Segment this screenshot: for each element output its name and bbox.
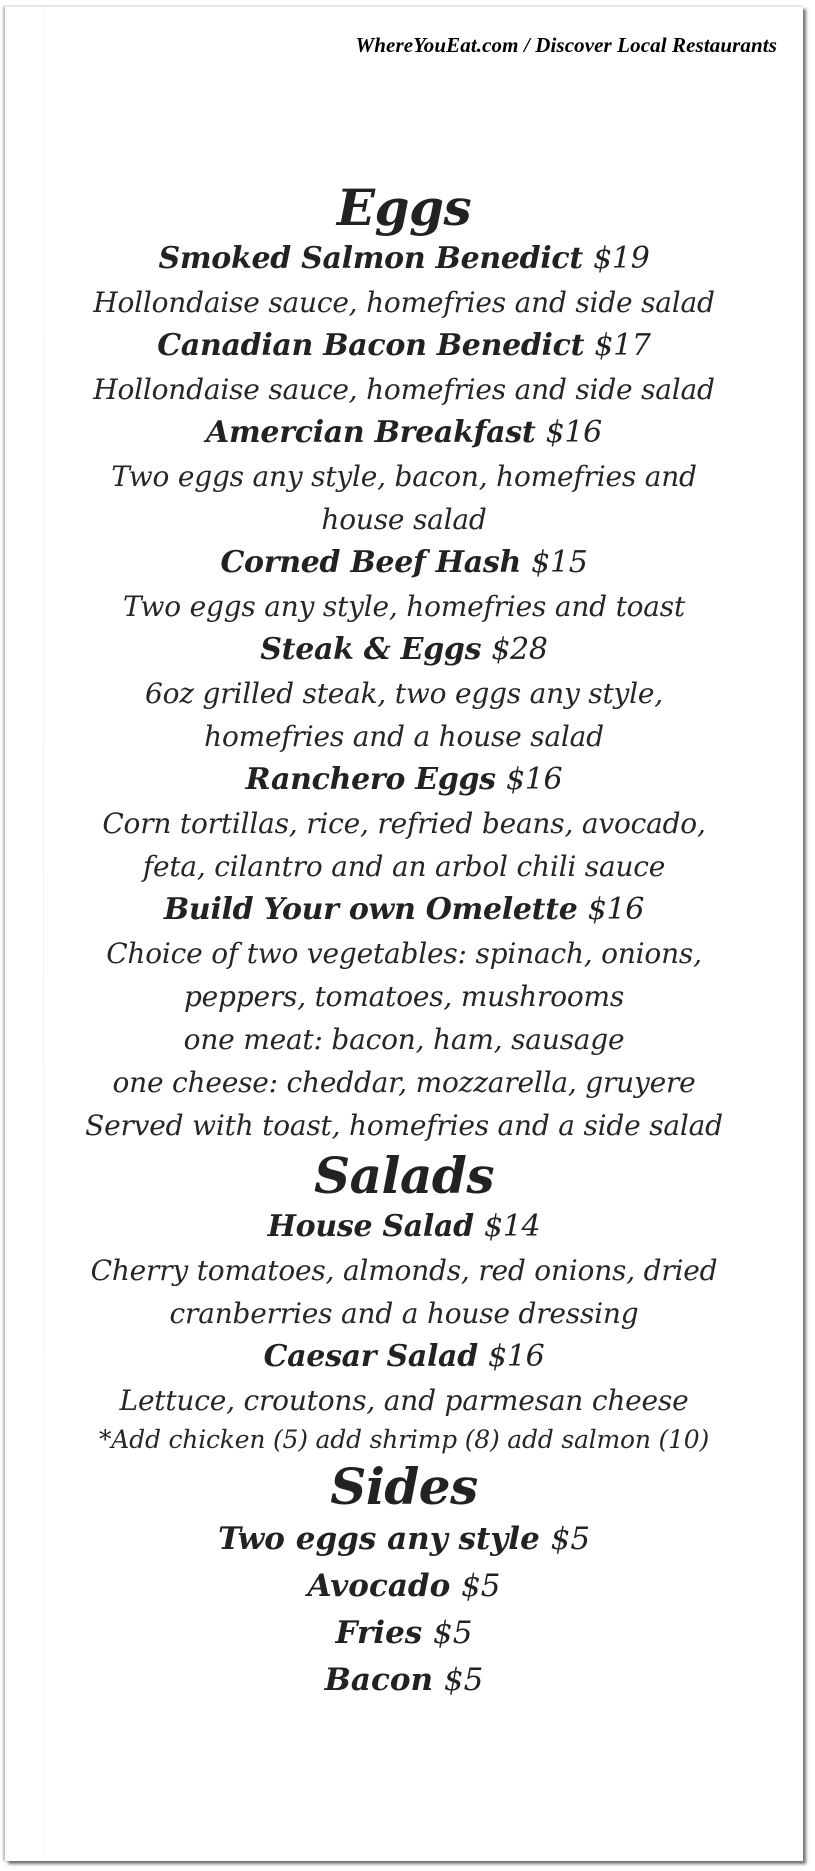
item-name: Steak & Eggs	[260, 632, 482, 667]
item-name: Amercian Breakfast	[206, 415, 536, 450]
item-description: Two eggs any style, homefries and toast	[122, 590, 686, 623]
menu-item	[5, 1205, 803, 1335]
item-name-line	[5, 1335, 803, 1379]
item-name-line	[5, 888, 803, 932]
item-description: one cheese: cheddar, mozzarella, gruyere	[112, 1066, 696, 1099]
item-price: $5	[550, 1521, 591, 1557]
item-description: 6oz grilled steak, two eggs any style,	[145, 677, 663, 710]
item-name-line	[5, 324, 803, 368]
item-price: $16	[488, 1339, 545, 1374]
item-name: Avocado	[307, 1568, 451, 1604]
item-name: Smoked Salmon Benedict	[158, 241, 583, 276]
side-item	[5, 1516, 803, 1563]
menu-page	[5, 6, 803, 1861]
item-price: $19	[593, 241, 650, 276]
item-price: $16	[545, 415, 602, 450]
menu-item	[5, 237, 803, 324]
item-name-line	[5, 411, 803, 455]
item-name: Ranchero Eggs	[245, 762, 496, 797]
item-description: house salad	[321, 503, 487, 536]
item-name: Corned Beef Hash	[220, 545, 522, 580]
item-name: Two eggs any style	[217, 1521, 540, 1557]
item-name-line	[5, 237, 803, 281]
item-price: $16	[587, 892, 645, 927]
item-addons-note: *Add chicken (5) add shrimp (8) add salmon (10)	[98, 1425, 710, 1454]
item-description: Cherry tomatoes, almonds, red onions, dried	[90, 1254, 718, 1287]
item-price: $15	[531, 545, 588, 580]
item-description: Corn tortillas, rice, refried beans, avocado,	[102, 807, 706, 840]
menu-item	[5, 1335, 803, 1458]
item-price: $5	[433, 1615, 473, 1651]
side-item	[5, 1563, 803, 1610]
item-price: $17	[594, 328, 651, 363]
menu-item	[5, 888, 803, 1147]
item-description: Lettuce, croutons, and parmesan cheese	[119, 1384, 689, 1417]
item-name: Build Your own Omelette	[163, 892, 578, 927]
menu-item	[5, 411, 803, 541]
item-description: feta, cilantro and an arbol chili sauce	[142, 850, 666, 883]
item-price: $16	[505, 762, 563, 797]
menu-item	[5, 758, 803, 888]
section-title: Sides	[330, 1457, 478, 1516]
item-description: Served with toast, homefries and a side salad	[85, 1109, 723, 1142]
item-price: $5	[461, 1568, 501, 1604]
item-description: homefries and a house salad	[204, 720, 604, 753]
side-item	[5, 1657, 803, 1704]
section-salads	[5, 1147, 803, 1458]
menu-item	[5, 628, 803, 758]
item-name-line	[5, 758, 803, 802]
item-description: Choice of two vegetables: spinach, onions,	[106, 937, 702, 970]
menu-item	[5, 541, 803, 628]
item-name: Fries	[335, 1615, 423, 1651]
item-name-line	[5, 541, 803, 585]
menu-item	[5, 324, 803, 411]
item-description: Hollondaise sauce, homefries and side salad	[93, 286, 715, 319]
item-name: House Salad	[267, 1209, 474, 1244]
section-title: Eggs	[336, 178, 472, 237]
item-price: $5	[443, 1662, 484, 1698]
side-item	[5, 1610, 803, 1657]
item-name-line	[5, 1205, 803, 1249]
section-title: Salads	[313, 1146, 494, 1205]
item-description: peppers, tomatoes, mushrooms	[183, 980, 625, 1013]
section-eggs	[5, 179, 803, 1147]
item-description: one meat: bacon, ham, sausage	[183, 1023, 625, 1056]
section-sides	[5, 1458, 803, 1704]
item-description: Two eggs any style, bacon, homefries and	[111, 460, 697, 493]
item-description: Hollondaise sauce, homefries and side salad	[93, 373, 715, 406]
item-name: Canadian Bacon Benedict	[157, 328, 585, 363]
item-price: $28	[491, 632, 548, 667]
item-name: Bacon	[324, 1662, 434, 1698]
menu-content	[5, 179, 803, 1704]
item-description: cranberries and a house dressing	[169, 1297, 639, 1330]
item-name-line	[5, 628, 803, 672]
item-name: Caesar Salad	[263, 1339, 478, 1374]
site-watermark: WhereYouEat.com / Discover Local Restaurants	[355, 33, 777, 57]
item-price: $14	[483, 1209, 541, 1244]
